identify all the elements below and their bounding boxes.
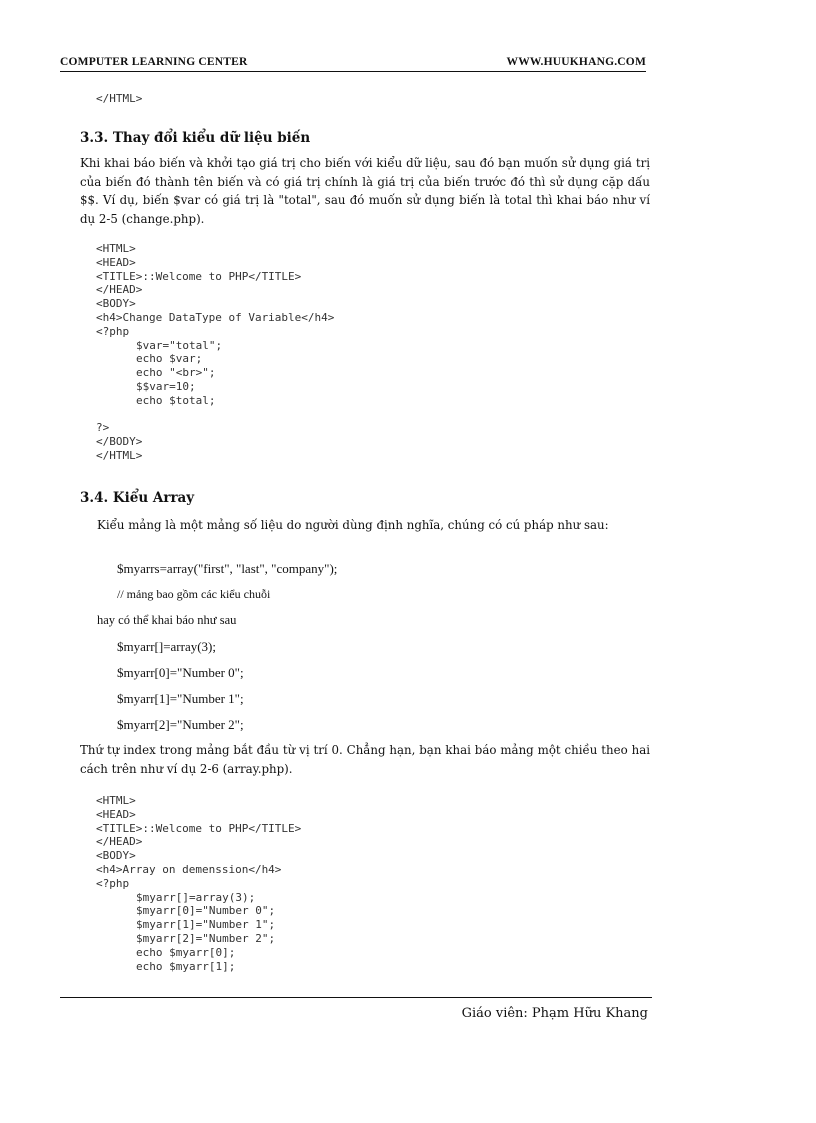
header-right-text: WWW.HUUKHANG.COM	[506, 56, 646, 68]
code-line: </HEAD>	[96, 835, 143, 849]
array-example-comment: // mảng bao gồm các kiểu chuỗi	[117, 587, 271, 601]
code-block-array-php	[96, 794, 301, 973]
footer-rule	[60, 997, 652, 998]
array-example-strings: $myarrs=array("first", "last", "company");	[117, 561, 338, 576]
code-line: </HEAD>	[96, 283, 143, 297]
code-line: <TITLE>::Welcome to PHP</TITLE>	[96, 821, 302, 835]
header-rule	[60, 71, 646, 72]
code-line: </HTML>	[96, 92, 143, 105]
code-line: <BODY>	[96, 849, 136, 863]
code-line: <HEAD>	[96, 807, 136, 821]
code-line: $$var=10;	[136, 379, 196, 393]
code-line: echo $total;	[136, 393, 216, 407]
array-example-line: $myarr[1]="Number 1";	[117, 691, 244, 706]
code-line: </BODY>	[96, 435, 143, 449]
code-line: <?php	[96, 324, 130, 338]
code-line: echo $var;	[136, 352, 203, 366]
code-line: <h4>Change DataType of Variable</h4>	[96, 310, 335, 324]
code-line: <HEAD>	[96, 255, 136, 269]
array-example-line: $myarr[0]="Number 0";	[117, 665, 244, 680]
section-3-4-intro: Kiểu mảng là một mảng số liệu do người dùng định nghĩa, chúng có cú pháp như sau:	[97, 518, 609, 532]
section-3-4-heading: 3.4. Kiểu Array	[80, 490, 195, 506]
code-line: <HTML>	[96, 242, 136, 255]
section-3-4-paragraph: Thứ tự index trong mảng bắt đầu từ vị trí 0. Chẳng hạn, bạn khai báo mảng một chiều theo hai cách trên như ví dụ 2-6 (array.php).	[80, 743, 650, 776]
page-footer: Giáo viên: Phạm Hữu Khang	[461, 1006, 648, 1021]
code-line: $myarr[2]="Number 2";	[136, 931, 276, 945]
code-line: <HTML>	[96, 794, 136, 807]
code-line: $myarr[1]="Number 1";	[136, 918, 276, 932]
code-line: <h4>Array on demenssion</h4>	[96, 862, 282, 876]
code-block-change-php	[96, 242, 334, 463]
code-line: echo "<br>";	[136, 366, 216, 380]
code-line: <BODY>	[96, 297, 136, 311]
array-example-line: $myarr[]=array(3);	[117, 639, 216, 654]
code-line: echo $myarr[1];	[136, 959, 236, 973]
alternative-declaration-text: hay có thể khai báo như sau	[97, 613, 237, 627]
code-blank-line	[96, 408, 334, 422]
code-line: $myarr[]=array(3);	[136, 890, 256, 904]
code-line: $myarr[0]="Number 0";	[136, 904, 276, 918]
code-line: echo $myarr[0];	[136, 945, 236, 959]
array-example-line: $myarr[2]="Number 2";	[117, 717, 244, 732]
section-3-3-heading: 3.3. Thay đổi kiểu dữ liệu biến	[80, 130, 311, 146]
section-3-3-paragraph: Khi khai báo biến và khởi tạo giá trị cho biến với kiểu dữ liệu, sau đó bạn muốn sử dụng giá trị của biến đó thành tên biến và có giá trị chính là giá trị của biến trước đó thì sử dụng cặp dấu $$. Ví dụ, biến $var có giá trị là "total", sau đó muốn sử dụng biến là total thì khai báo như ví dụ 2-5 (change.php).	[80, 156, 650, 226]
code-line: </HTML>	[96, 448, 143, 462]
code-line: <?php	[96, 876, 130, 890]
code-tail-previous	[96, 92, 142, 106]
code-line: $var="total";	[136, 338, 223, 352]
header-left-text: COMPUTER LEARNING CENTER	[60, 56, 248, 68]
code-line: <TITLE>::Welcome to PHP</TITLE>	[96, 269, 302, 283]
code-line: ?>	[96, 421, 110, 435]
